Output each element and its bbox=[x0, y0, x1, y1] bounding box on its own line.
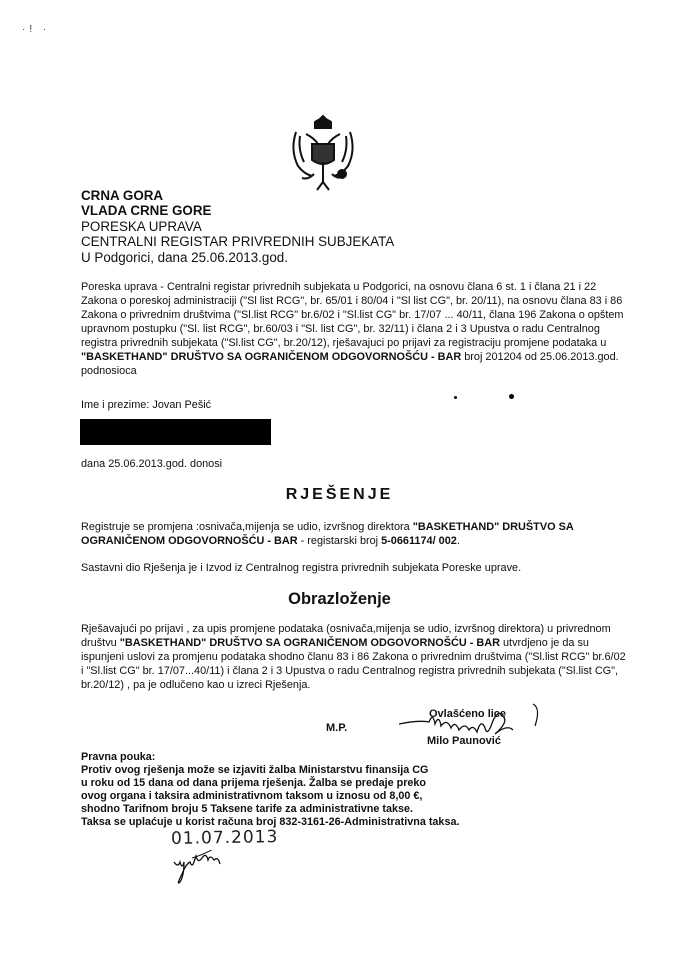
resenje-addendum: Sastavni dio Rješenja je i Izvod iz Centralnog registra privrednih subjekata Poreske uprave. bbox=[81, 562, 522, 574]
coat-of-arms-icon bbox=[284, 112, 362, 194]
handwritten-date: 01.07.2013 bbox=[170, 827, 279, 849]
resenje-text: . bbox=[456, 535, 460, 547]
legal-notice-line: Taksa se uplaćuje u korist računa broj 832-3161-26-Administrativna taksa. bbox=[81, 815, 460, 828]
signatory-role: Ovlašćeno lice bbox=[429, 708, 507, 720]
registration-number: 5-0661174/ 002 bbox=[381, 535, 457, 547]
handwritten-initials-icon bbox=[172, 850, 232, 888]
legal-notice-line: shodno Tarifnom broju 5 Taksene tarife za administrativne takse. bbox=[81, 802, 413, 815]
resenje-title: RJEŠENJE bbox=[285, 486, 394, 503]
obrazlozenje-title: Obrazloženje bbox=[288, 590, 391, 608]
legal-notice-line: u roku od 15 dana od dana prijema rješenja. Žalba se predaje preko bbox=[81, 776, 427, 789]
intro-text-end: broj 201204 od 25.06.2013.god. podnosioca bbox=[81, 351, 619, 377]
obrazlozenje-text: Rješavajući po prijavi , za upis promjene podataka (osnivača,mijenja se udio, izvršnog direktora) u privrednom društvu bbox=[81, 623, 611, 649]
document-header bbox=[81, 188, 394, 265]
scan-marks: ·! · bbox=[22, 24, 51, 35]
company-name: "BASKETHAND" DRUŠTVO SA OGRANIČENOM ODGOVORNOŠĆU - BAR bbox=[81, 521, 574, 547]
scan-speck bbox=[454, 396, 457, 399]
company-name: "BASKETHAND" DRUŠTVO SA OGRANIČENOM ODGOVORNOŠĆU - BAR bbox=[81, 351, 462, 363]
country-name: CRNA GORA bbox=[81, 188, 164, 203]
scan-speck bbox=[509, 394, 514, 399]
government-name: VLADA CRNE GORE bbox=[81, 203, 212, 219]
signatory-name: Milo Paunović bbox=[427, 735, 501, 747]
authority-name: PORESKA UPRAVA bbox=[81, 218, 202, 234]
obrazlozenje-text: utvrdjeno je da su ispunjeni uslovi za promjenu podataka shodno članu 83 i 86 Zakona o privrednim društvima ("Sl.list RCG" br.6/02 i "Sl.list CG" br. 17/07...40/11) i člana 2 i 3 Upustva o radu Centralnog registra privrednih subjekata ("Sl.list CG", br.20/12) , pa je odlučeno kao u izreci Rješenja. bbox=[81, 637, 626, 691]
decision-date: dana 25.06.2013.god. donosi bbox=[81, 458, 223, 470]
legal-notice-line: Protiv ovog rješenja može se izjaviti žalba Ministarstvu finansija CG bbox=[81, 763, 429, 776]
obrazlozenje-paragraph bbox=[81, 622, 626, 692]
legal-notice-line: ovog organa i taksira administrativnom taksom u iznosu od 8,00 €, bbox=[81, 789, 423, 802]
resenje-text: Registruje se promjena :osnivača,mijenja se udio, izvršnog direktora bbox=[81, 521, 413, 533]
seal-label: M.P. bbox=[326, 722, 348, 734]
redacted-block bbox=[80, 419, 271, 445]
resenje-text: - registarski broj bbox=[297, 535, 382, 547]
company-name: "BASKETHAND" DRUŠTVO SA OGRANIČENOM ODGOVORNOŠĆU - BAR bbox=[119, 637, 500, 649]
legal-notice bbox=[81, 751, 501, 828]
legal-notice-heading: Pravna pouka: bbox=[81, 751, 156, 763]
intro-paragraph bbox=[81, 280, 626, 378]
intro-text: Poreska uprava - Centralni registar privrednih subjekata u Podgorici, na osnovu člana 6 st. 1 i člana 21 i 22 Zakona o poreskoj administraciji ("Sl list RCG", br. 65/01 i 80/04 i "Sl list CG", br. 20/11), na osnovu člana 83 i 86 Zakona o privrednim društvima ("Sl.list RCG" br.6/02 i "Sl.list CG" br. 17/07 ... 40/11, člana 196 Zakona o opštem upravnom postupku ("Sl. list RCG", br.60/03 i "Sl. list CG", br. 32/11) i člana 2 i 3 Upustva o radu Centralnog registra privrednih subjekata ("Sl.list CG", br.20/12), rješavajuci po prijavi za registraciju promjene podataka u bbox=[81, 281, 624, 349]
place-date: U Podgorici, dana 25.06.2013.god. bbox=[81, 249, 288, 265]
resenje-paragraph bbox=[81, 520, 626, 548]
registry-name: CENTRALNI REGISTAR PRIVREDNIH SUBJEKATA bbox=[81, 234, 395, 250]
applicant-name: Ime i prezime: Jovan Pešić bbox=[81, 399, 212, 411]
